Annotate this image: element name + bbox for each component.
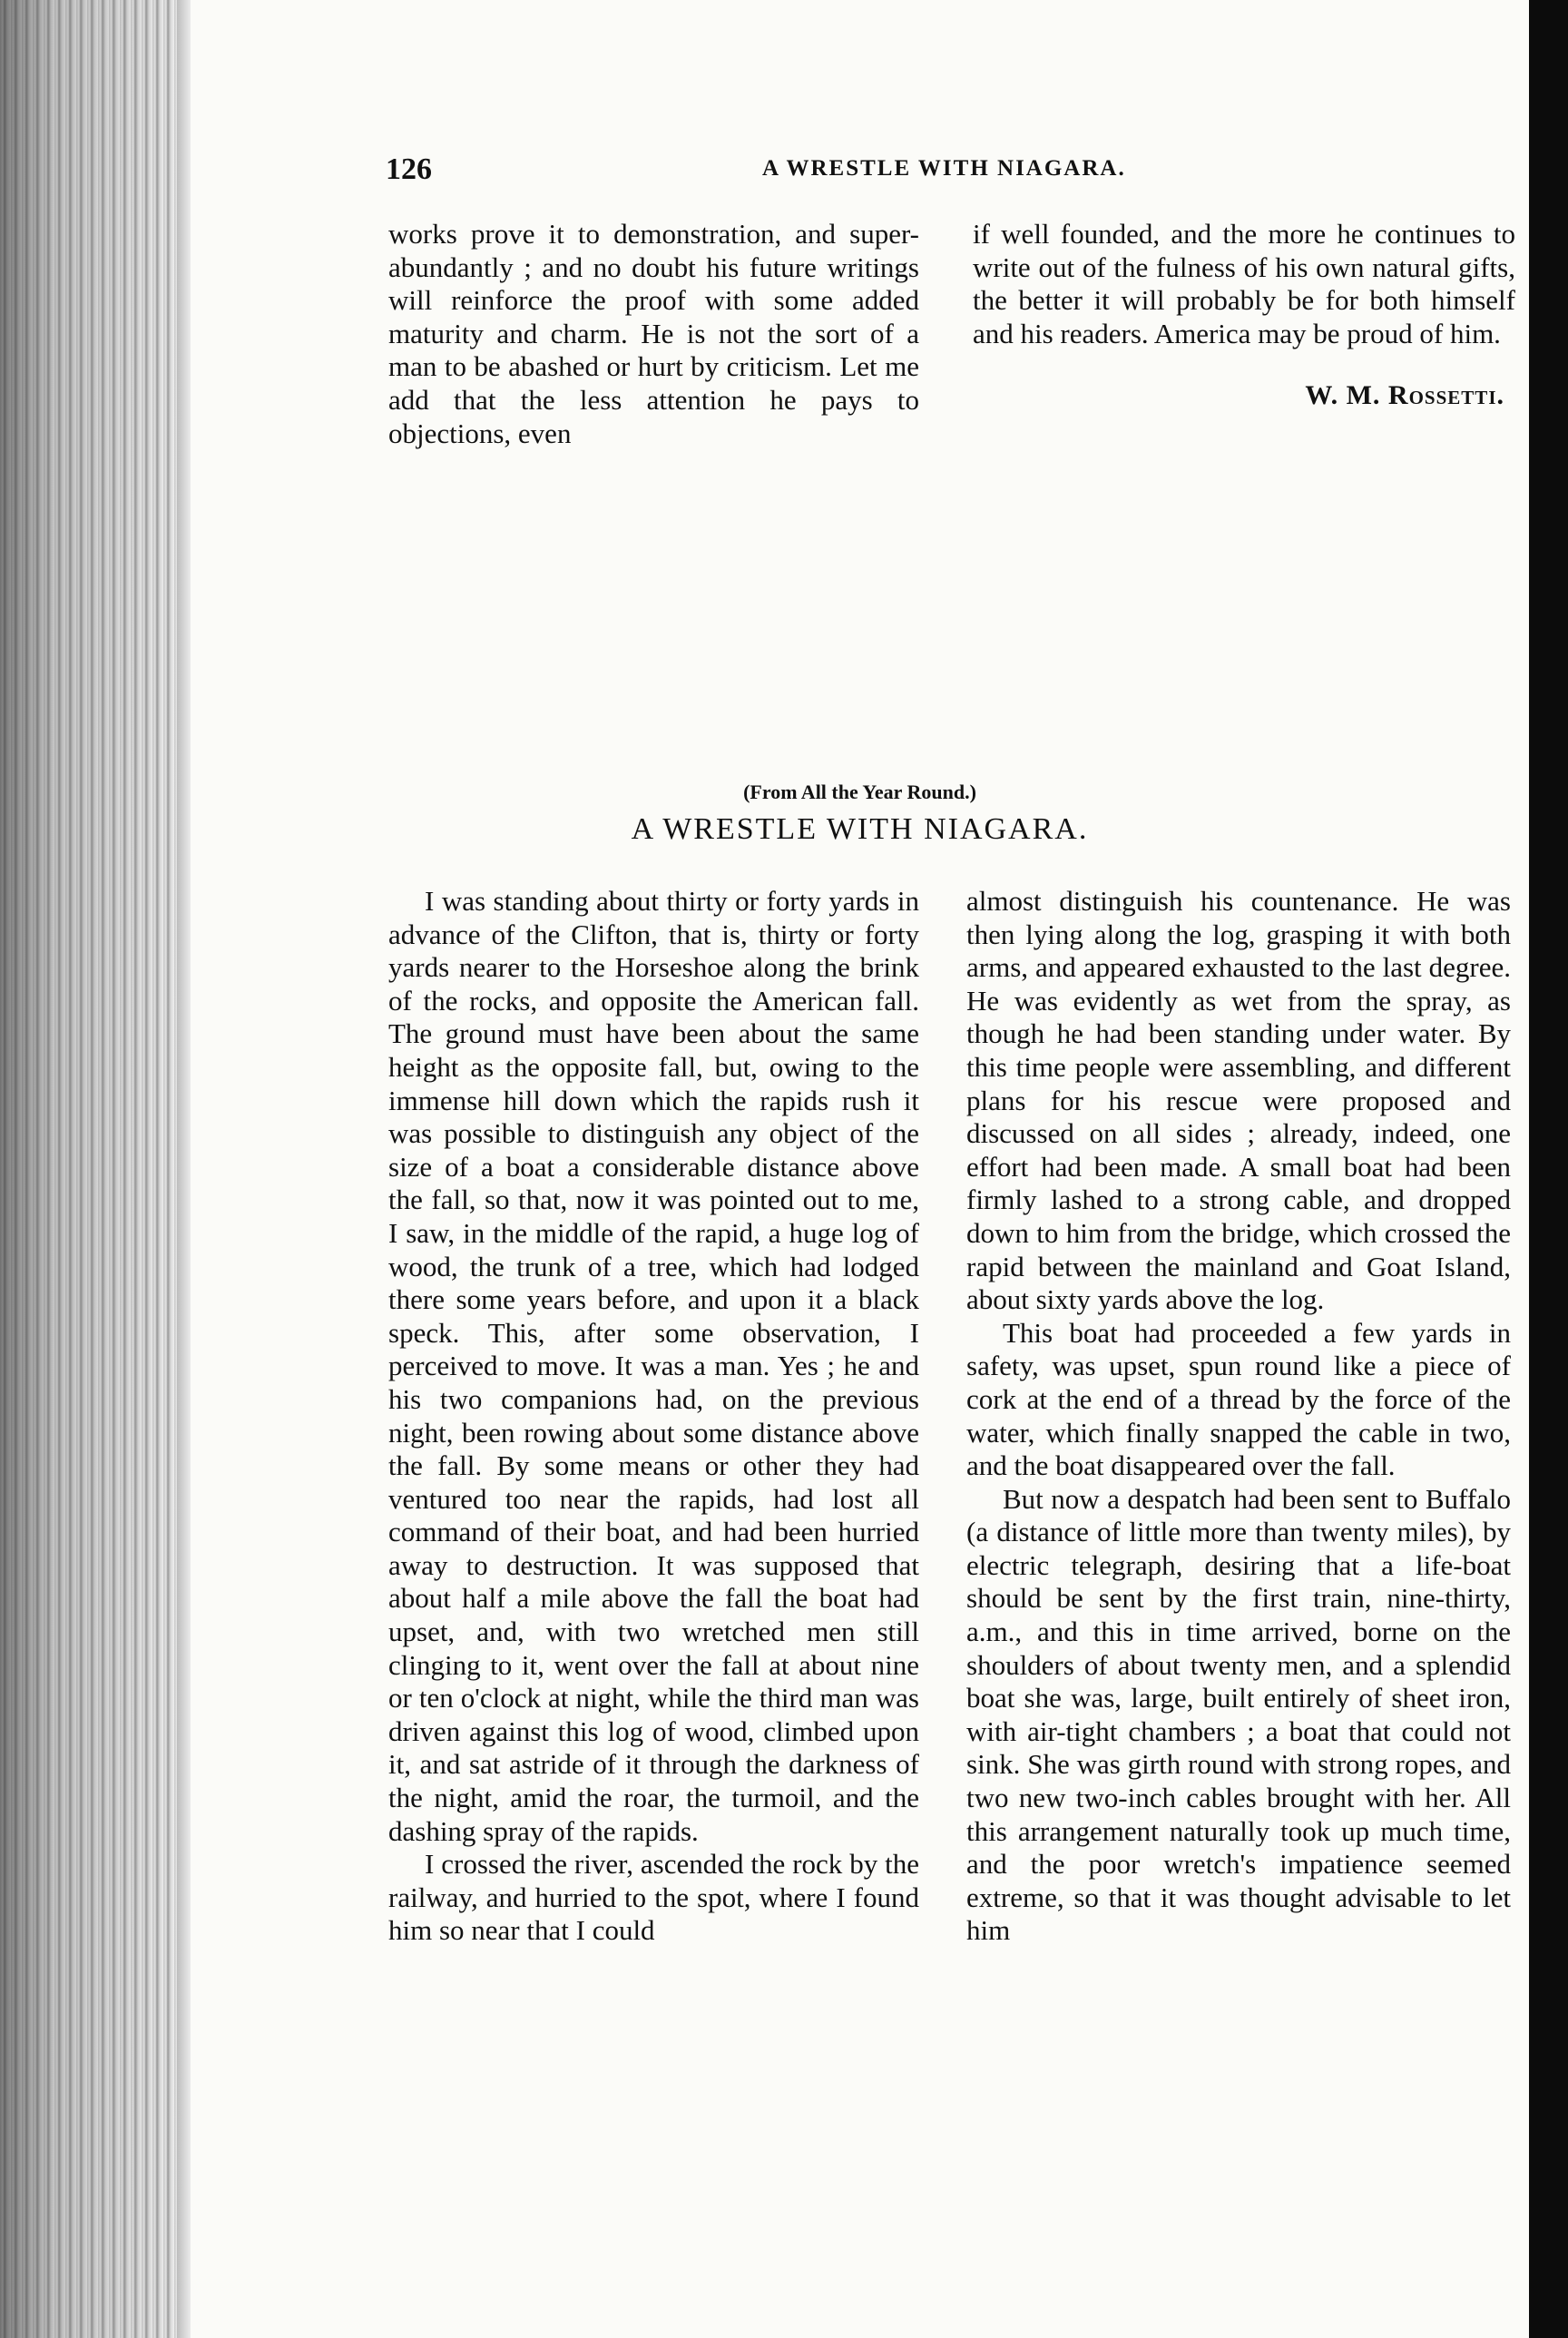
article-right-column [966, 885, 1511, 1948]
author-signature: W. M. Rossetti. [1305, 380, 1504, 411]
paragraph: But now a despatch had been sent to Buffalo (a distance of little more than twenty miles), by electric telegraph, desiring that a life-boat should be sent by the first train, nine-thirty, a.m., and this in time arrived, borne on the shoulders of about twenty men, and a splendid boat she was, large, built entirely of sheet iron, with air-tight chambers ; a boat that could not sink. She was girth round with strong ropes, and two new two-inch cables brought with her. All this arrangement naturally took up much time, and the poor wretch's impatience seemed extreme, so that it was thought advisable to let him [966, 1482, 1511, 1947]
paragraph: I was standing about thirty or forty yards in advance of the Clifton, that is, thirty or forty yards nearer to the Horseshoe along the brink of the rocks, and opposite the American fall. The ground must have been about the same height as the opposite fall, but, owing to the immense hill down which the rapids rush it was possible to distinguish any object of the size of a boat a considerable distance above the fall, so that, now it was pointed out to me, I saw, in the middle of the rapid, a huge log of wood, the trunk of a tree, which had lodged there some years before, and upon it a black speck. This, after some observation, I perceived to move. It was a man. Yes ; he and his two companions had, on the previous night, been rowing about some distance above the fall. By some means or other they had ventured too near the rapids, had lost all command of their boat, and had been hurried away to destruction. It was supposed that about half a mile above the fall the boat had upset, and, with two wretched men still clinging to it, went over the fall at about nine or ten o'clock at night, while the third man was driven against this log of wood, climbed upon it, and sat astride of it through the darkness of the night, amid the roar, the turmoil, and the dashing spray of the rapids. [388, 885, 919, 1847]
paragraph: works prove it to demonstration, and super-abundantly ; and no doubt his future writings will reinforce the proof with some added maturity and charm. He is not the sort of a man to be abashed or hurt by criticism. Let me add that the less attention he pays to objections, even [388, 218, 919, 449]
book-edge-shadow [0, 0, 186, 2338]
article-title: A WRESTLE WITH NIAGARA. [631, 812, 1089, 846]
paragraph: if well founded, and the more he continues to write out of the fulness of his own natural gifts, the better it will probably be for both himself and his readers. America may be proud of him. [973, 218, 1515, 349]
paragraph: This boat had proceeded a few yards in safety, was upset, spun round like a piece of cork at the end of a thread by the force of the water, which finally snapped the cable in two, and the boat disappeared over the fall. [966, 1316, 1511, 1482]
book-page [191, 0, 1529, 2338]
scan-border [1529, 0, 1568, 2338]
running-head [191, 152, 1529, 189]
previous-article-right-column [973, 218, 1515, 423]
paragraph: I crossed the river, ascended the rock by the railway, and hurried to the spot, where I found him so near that I could [388, 1848, 919, 1947]
running-title: A WRESTLE WITH NIAGARA. [762, 156, 1126, 181]
article-left-column [388, 885, 919, 1948]
paragraph: almost distinguish his countenance. He was then lying along the log, grasping it with both arms, and appeared exhausted to the last degree. He was evidently as wet from the spray, as though he had been standing under water. By this time people were assembling, and different plans for his rescue were proposed and discussed on all sides ; already, indeed, one effort had been made. A small boat had been firmly lashed to a strong cable, and dropped down to him from the bridge, which crossed the rapid between the mainland and Goat Island, about sixty yards above the log. [966, 885, 1511, 1316]
article-source: (From All the Year Round.) [743, 781, 976, 803]
previous-article-left-column [388, 218, 919, 450]
page-number: 126 [386, 152, 432, 186]
